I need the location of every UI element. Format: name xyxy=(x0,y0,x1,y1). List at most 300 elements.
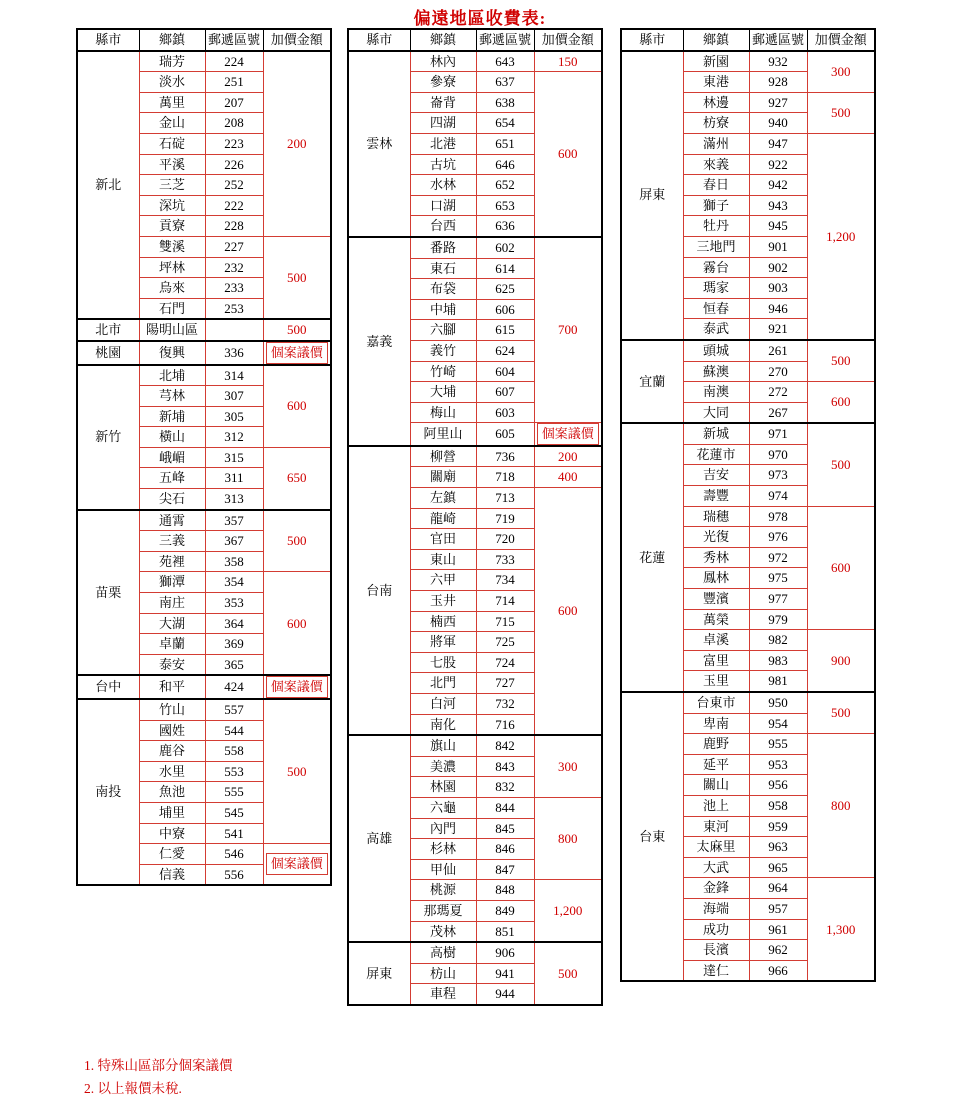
town-cell: 楠西 xyxy=(410,611,476,632)
county-cell: 高雄 xyxy=(348,735,410,942)
town-cell: 國姓 xyxy=(139,720,205,741)
zip-cell: 922 xyxy=(749,154,807,175)
zip-cell: 983 xyxy=(749,650,807,671)
county-cell: 台中 xyxy=(77,675,139,699)
table-row xyxy=(621,51,875,72)
county-cell: 嘉義 xyxy=(348,237,410,446)
zip-cell: 942 xyxy=(749,175,807,196)
zip-cell xyxy=(205,319,263,341)
town-cell: 池上 xyxy=(683,795,749,816)
table-row xyxy=(348,51,602,72)
town-cell: 霧台 xyxy=(683,257,749,278)
zip-cell: 945 xyxy=(749,216,807,237)
town-cell: 東山 xyxy=(410,549,476,570)
zip-cell: 651 xyxy=(476,133,534,154)
fee-cell: 800 xyxy=(807,734,875,878)
fee-cell: 500 xyxy=(534,942,602,1005)
town-cell: 陽明山區 xyxy=(139,319,205,341)
town-cell: 石門 xyxy=(139,298,205,319)
town-cell: 太麻里 xyxy=(683,837,749,858)
zip-cell: 358 xyxy=(205,551,263,572)
county-cell: 花蓮 xyxy=(621,423,683,692)
zip-cell: 267 xyxy=(749,402,807,423)
zip-cell: 848 xyxy=(476,880,534,901)
fee-cell: 1,200 xyxy=(807,133,875,339)
zip-cell: 653 xyxy=(476,195,534,216)
town-cell: 柳營 xyxy=(410,446,476,467)
zip-cell: 734 xyxy=(476,570,534,591)
column-header-town: 鄉鎮 xyxy=(410,29,476,51)
fee-cell: 900 xyxy=(807,630,875,692)
zip-cell: 979 xyxy=(749,609,807,630)
town-cell: 口湖 xyxy=(410,195,476,216)
town-cell: 平溪 xyxy=(139,154,205,175)
fee-cell: 1,300 xyxy=(807,878,875,981)
town-cell: 和平 xyxy=(139,675,205,699)
town-cell: 峨嵋 xyxy=(139,447,205,468)
zip-cell: 724 xyxy=(476,652,534,673)
zip-cell: 981 xyxy=(749,671,807,692)
zip-cell: 227 xyxy=(205,236,263,257)
table-row xyxy=(77,341,331,365)
town-cell: 瑞芳 xyxy=(139,51,205,72)
zip-cell: 959 xyxy=(749,816,807,837)
fee-cell: 500 xyxy=(263,319,331,341)
table-row xyxy=(348,735,602,756)
table-body-3 xyxy=(621,29,875,981)
zip-cell: 845 xyxy=(476,818,534,839)
zip-cell: 832 xyxy=(476,777,534,798)
town-cell: 埔里 xyxy=(139,802,205,823)
town-cell: 通霄 xyxy=(139,510,205,531)
fee-cell-negotiate: 個案議價 xyxy=(263,341,331,365)
zip-cell: 849 xyxy=(476,900,534,921)
county-cell: 屏東 xyxy=(348,942,410,1005)
fee-cell: 500 xyxy=(263,699,331,844)
zip-cell: 947 xyxy=(749,133,807,154)
zip-cell: 713 xyxy=(476,488,534,509)
zip-cell: 973 xyxy=(749,465,807,486)
zip-cell: 357 xyxy=(205,510,263,531)
town-cell: 達仁 xyxy=(683,960,749,981)
fee-cell: 800 xyxy=(534,797,602,879)
town-cell: 東河 xyxy=(683,816,749,837)
town-cell: 光復 xyxy=(683,527,749,548)
fee-cell: 600 xyxy=(807,506,875,630)
fee-cell: 500 xyxy=(807,340,875,382)
town-cell: 杉林 xyxy=(410,839,476,860)
town-cell: 北港 xyxy=(410,133,476,154)
zip-cell: 842 xyxy=(476,735,534,756)
zip-cell: 311 xyxy=(205,468,263,489)
town-cell: 仁愛 xyxy=(139,844,205,865)
zip-cell: 636 xyxy=(476,216,534,237)
town-cell: 瑪家 xyxy=(683,278,749,299)
zip-cell: 307 xyxy=(205,386,263,407)
town-cell: 恒春 xyxy=(683,298,749,319)
zip-cell: 950 xyxy=(749,692,807,713)
county-cell: 台東 xyxy=(621,692,683,981)
town-cell: 復興 xyxy=(139,341,205,365)
zip-cell: 972 xyxy=(749,547,807,568)
town-cell: 玉井 xyxy=(410,591,476,612)
zip-cell: 624 xyxy=(476,340,534,361)
fee-cell: 300 xyxy=(807,51,875,93)
fee-cell: 1,200 xyxy=(534,880,602,942)
zip-cell: 603 xyxy=(476,402,534,423)
zip-cell: 314 xyxy=(205,365,263,386)
fee-cell: 150 xyxy=(534,51,602,72)
town-cell: 內門 xyxy=(410,818,476,839)
town-cell: 茂林 xyxy=(410,921,476,942)
fee-cell-negotiate: 個案議價 xyxy=(263,675,331,699)
note-line: 2. 以上報價未稅. xyxy=(84,1081,182,1096)
zip-cell: 354 xyxy=(205,572,263,593)
town-cell: 來義 xyxy=(683,154,749,175)
table-header-row xyxy=(77,29,331,51)
town-cell: 新城 xyxy=(683,423,749,444)
town-cell: 竹崎 xyxy=(410,361,476,382)
county-cell: 南投 xyxy=(77,699,139,885)
town-cell: 美濃 xyxy=(410,756,476,777)
county-cell: 新北 xyxy=(77,51,139,320)
zip-cell: 971 xyxy=(749,423,807,444)
zip-cell: 736 xyxy=(476,446,534,467)
zip-cell: 643 xyxy=(476,51,534,72)
zip-cell: 927 xyxy=(749,92,807,113)
zip-cell: 956 xyxy=(749,775,807,796)
town-cell: 卓溪 xyxy=(683,630,749,651)
town-cell: 苑裡 xyxy=(139,551,205,572)
zip-cell: 901 xyxy=(749,236,807,257)
table-body-2 xyxy=(348,29,602,1005)
town-cell: 魚池 xyxy=(139,782,205,803)
column-header-county: 縣市 xyxy=(348,29,410,51)
town-cell: 台西 xyxy=(410,216,476,237)
zip-cell: 353 xyxy=(205,593,263,614)
county-cell: 雲林 xyxy=(348,51,410,237)
table-row xyxy=(77,675,331,699)
town-cell: 新埔 xyxy=(139,406,205,427)
town-cell: 富里 xyxy=(683,650,749,671)
zip-cell: 545 xyxy=(205,802,263,823)
zip-cell: 614 xyxy=(476,258,534,279)
column-header-county: 縣市 xyxy=(77,29,139,51)
town-cell: 萬里 xyxy=(139,92,205,113)
town-cell: 那瑪夏 xyxy=(410,900,476,921)
column-header-fee: 加價金額 xyxy=(534,29,602,51)
fee-cell: 650 xyxy=(263,447,331,509)
zip-cell: 272 xyxy=(749,382,807,403)
town-cell: 南庄 xyxy=(139,593,205,614)
zip-cell: 544 xyxy=(205,720,263,741)
fee-cell: 600 xyxy=(807,382,875,424)
zip-cell: 846 xyxy=(476,839,534,860)
town-cell: 新園 xyxy=(683,51,749,72)
zip-cell: 906 xyxy=(476,942,534,963)
fee-cell: 500 xyxy=(807,692,875,734)
column-header-zip: 郵遞區號 xyxy=(205,29,263,51)
zip-cell: 955 xyxy=(749,734,807,755)
table-row xyxy=(77,365,331,386)
town-cell: 滿州 xyxy=(683,133,749,154)
fee-cell: 400 xyxy=(534,467,602,488)
zip-cell: 978 xyxy=(749,506,807,527)
county-cell: 宜蘭 xyxy=(621,340,683,423)
town-cell: 淡水 xyxy=(139,72,205,93)
zip-cell: 367 xyxy=(205,531,263,552)
column-header-zip: 郵遞區號 xyxy=(476,29,534,51)
zip-cell: 556 xyxy=(205,864,263,885)
zip-cell: 557 xyxy=(205,699,263,720)
town-cell: 關山 xyxy=(683,775,749,796)
town-cell: 卑南 xyxy=(683,713,749,734)
zip-cell: 847 xyxy=(476,859,534,880)
table-body-1 xyxy=(77,29,331,885)
town-cell: 春日 xyxy=(683,175,749,196)
town-cell: 甲仙 xyxy=(410,859,476,880)
zip-cell: 541 xyxy=(205,823,263,844)
zip-cell: 902 xyxy=(749,257,807,278)
zip-cell: 940 xyxy=(749,113,807,134)
town-cell: 雙溪 xyxy=(139,236,205,257)
zip-cell: 964 xyxy=(749,878,807,899)
zip-cell: 222 xyxy=(205,195,263,216)
zip-cell: 224 xyxy=(205,51,263,72)
town-cell: 左鎮 xyxy=(410,488,476,509)
column-header-county: 縣市 xyxy=(621,29,683,51)
town-cell: 金鋒 xyxy=(683,878,749,899)
fee-cell: 500 xyxy=(807,92,875,133)
town-cell: 泰安 xyxy=(139,654,205,675)
town-cell: 長濱 xyxy=(683,940,749,961)
town-cell: 信義 xyxy=(139,864,205,885)
zip-cell: 953 xyxy=(749,754,807,775)
town-cell: 瑞穗 xyxy=(683,506,749,527)
town-cell: 芎林 xyxy=(139,386,205,407)
table-header-row xyxy=(621,29,875,51)
zip-cell: 226 xyxy=(205,154,263,175)
town-cell: 車程 xyxy=(410,984,476,1005)
zip-cell: 233 xyxy=(205,278,263,299)
zip-cell: 602 xyxy=(476,237,534,258)
zip-cell: 336 xyxy=(205,341,263,365)
town-cell: 尖石 xyxy=(139,489,205,510)
town-cell: 鹿野 xyxy=(683,734,749,755)
town-cell: 大同 xyxy=(683,402,749,423)
town-cell: 萬榮 xyxy=(683,609,749,630)
zip-cell: 646 xyxy=(476,154,534,175)
town-cell: 枋山 xyxy=(410,963,476,984)
town-cell: 古坑 xyxy=(410,154,476,175)
town-cell: 林內 xyxy=(410,51,476,72)
zip-cell: 719 xyxy=(476,508,534,529)
fee-table-block-1 xyxy=(76,28,332,886)
zip-cell: 720 xyxy=(476,529,534,550)
town-cell: 枋寮 xyxy=(683,113,749,134)
town-cell: 桃源 xyxy=(410,880,476,901)
town-cell: 三義 xyxy=(139,531,205,552)
zip-cell: 976 xyxy=(749,527,807,548)
town-cell: 石碇 xyxy=(139,133,205,154)
fee-cell: 200 xyxy=(263,51,331,237)
zip-cell: 654 xyxy=(476,113,534,134)
zip-cell: 252 xyxy=(205,175,263,196)
fee-table-block-2 xyxy=(347,28,603,1006)
zip-cell: 714 xyxy=(476,591,534,612)
town-cell: 崙背 xyxy=(410,92,476,113)
zip-cell: 932 xyxy=(749,51,807,72)
town-cell: 卓蘭 xyxy=(139,634,205,655)
zip-cell: 232 xyxy=(205,257,263,278)
zip-cell: 946 xyxy=(749,298,807,319)
table-row xyxy=(348,237,602,258)
zip-cell: 962 xyxy=(749,940,807,961)
town-cell: 貢寮 xyxy=(139,216,205,237)
table-row xyxy=(621,340,875,361)
zip-cell: 251 xyxy=(205,72,263,93)
zip-cell: 228 xyxy=(205,216,263,237)
town-cell: 三芝 xyxy=(139,175,205,196)
town-cell: 六龜 xyxy=(410,797,476,818)
zip-cell: 315 xyxy=(205,447,263,468)
town-cell: 將軍 xyxy=(410,632,476,653)
town-cell: 北門 xyxy=(410,673,476,694)
town-cell: 泰武 xyxy=(683,319,749,340)
town-cell: 林邊 xyxy=(683,92,749,113)
zip-cell: 558 xyxy=(205,741,263,762)
town-cell: 南化 xyxy=(410,714,476,735)
town-cell: 水林 xyxy=(410,175,476,196)
fee-cell: 300 xyxy=(534,735,602,797)
fee-cell: 600 xyxy=(263,572,331,675)
zip-cell: 638 xyxy=(476,92,534,113)
zip-cell: 364 xyxy=(205,613,263,634)
town-cell: 四湖 xyxy=(410,113,476,134)
zip-cell: 954 xyxy=(749,713,807,734)
town-cell: 參寮 xyxy=(410,72,476,93)
town-cell: 頭城 xyxy=(683,340,749,361)
zip-cell: 733 xyxy=(476,549,534,570)
zip-cell: 369 xyxy=(205,634,263,655)
zip-cell: 977 xyxy=(749,589,807,610)
town-cell: 水里 xyxy=(139,761,205,782)
zip-cell: 851 xyxy=(476,921,534,942)
town-cell: 大湖 xyxy=(139,613,205,634)
zip-cell: 208 xyxy=(205,113,263,134)
town-cell: 白河 xyxy=(410,694,476,715)
town-cell: 烏來 xyxy=(139,278,205,299)
zip-cell: 921 xyxy=(749,319,807,340)
town-cell: 旗山 xyxy=(410,735,476,756)
fee-cell-negotiate: 個案議價 xyxy=(263,844,331,886)
town-cell: 獅子 xyxy=(683,195,749,216)
zip-cell: 270 xyxy=(749,361,807,382)
table-header-row xyxy=(348,29,602,51)
table-row xyxy=(77,51,331,72)
town-cell: 玉里 xyxy=(683,671,749,692)
town-cell: 蘇澳 xyxy=(683,361,749,382)
town-cell: 阿里山 xyxy=(410,423,476,446)
town-cell: 東石 xyxy=(410,258,476,279)
town-cell: 番路 xyxy=(410,237,476,258)
zip-cell: 253 xyxy=(205,298,263,319)
county-cell: 苗栗 xyxy=(77,510,139,676)
zip-cell: 223 xyxy=(205,133,263,154)
zip-cell: 652 xyxy=(476,175,534,196)
town-cell: 秀林 xyxy=(683,547,749,568)
zip-cell: 970 xyxy=(749,444,807,465)
town-cell: 六甲 xyxy=(410,570,476,591)
town-cell: 東港 xyxy=(683,72,749,93)
fee-cell: 500 xyxy=(807,423,875,506)
column-header-town: 鄉鎮 xyxy=(683,29,749,51)
fee-table-block-3 xyxy=(620,28,876,982)
town-cell: 五峰 xyxy=(139,468,205,489)
zip-cell: 982 xyxy=(749,630,807,651)
zip-cell: 606 xyxy=(476,299,534,320)
county-cell: 北市 xyxy=(77,319,139,341)
zip-cell: 313 xyxy=(205,489,263,510)
town-cell: 北埔 xyxy=(139,365,205,386)
town-cell: 南澳 xyxy=(683,382,749,403)
zip-cell: 725 xyxy=(476,632,534,653)
zip-cell: 305 xyxy=(205,406,263,427)
town-cell: 獅潭 xyxy=(139,572,205,593)
zip-cell: 966 xyxy=(749,960,807,981)
town-cell: 成功 xyxy=(683,919,749,940)
zip-cell: 957 xyxy=(749,898,807,919)
zip-cell: 718 xyxy=(476,467,534,488)
town-cell: 壽豐 xyxy=(683,486,749,507)
town-cell: 中埔 xyxy=(410,299,476,320)
zip-cell: 928 xyxy=(749,72,807,93)
town-cell: 大武 xyxy=(683,857,749,878)
column-header-fee: 加價金額 xyxy=(263,29,331,51)
fee-cell: 600 xyxy=(534,72,602,237)
zip-cell: 903 xyxy=(749,278,807,299)
zip-cell: 943 xyxy=(749,195,807,216)
zip-cell: 615 xyxy=(476,320,534,341)
page-title: 偏遠地區收費表: xyxy=(413,9,547,28)
table-row xyxy=(77,699,331,720)
table-row xyxy=(77,510,331,531)
town-cell: 義竹 xyxy=(410,340,476,361)
table-row xyxy=(621,423,875,444)
town-cell: 梅山 xyxy=(410,402,476,423)
county-cell: 桃園 xyxy=(77,341,139,365)
town-cell: 花蓮市 xyxy=(683,444,749,465)
zip-cell: 715 xyxy=(476,611,534,632)
town-cell: 豐濱 xyxy=(683,589,749,610)
zip-cell: 732 xyxy=(476,694,534,715)
town-cell: 橫山 xyxy=(139,427,205,448)
zip-cell: 424 xyxy=(205,675,263,699)
zip-cell: 546 xyxy=(205,844,263,865)
town-cell: 關廟 xyxy=(410,467,476,488)
zip-cell: 974 xyxy=(749,486,807,507)
town-cell: 台東市 xyxy=(683,692,749,713)
zip-cell: 843 xyxy=(476,756,534,777)
town-cell: 坪林 xyxy=(139,257,205,278)
zip-cell: 716 xyxy=(476,714,534,735)
zip-cell: 961 xyxy=(749,919,807,940)
fee-cell: 500 xyxy=(263,510,331,572)
zip-cell: 727 xyxy=(476,673,534,694)
zip-cell: 963 xyxy=(749,837,807,858)
town-cell: 金山 xyxy=(139,113,205,134)
fee-cell: 600 xyxy=(263,365,331,448)
